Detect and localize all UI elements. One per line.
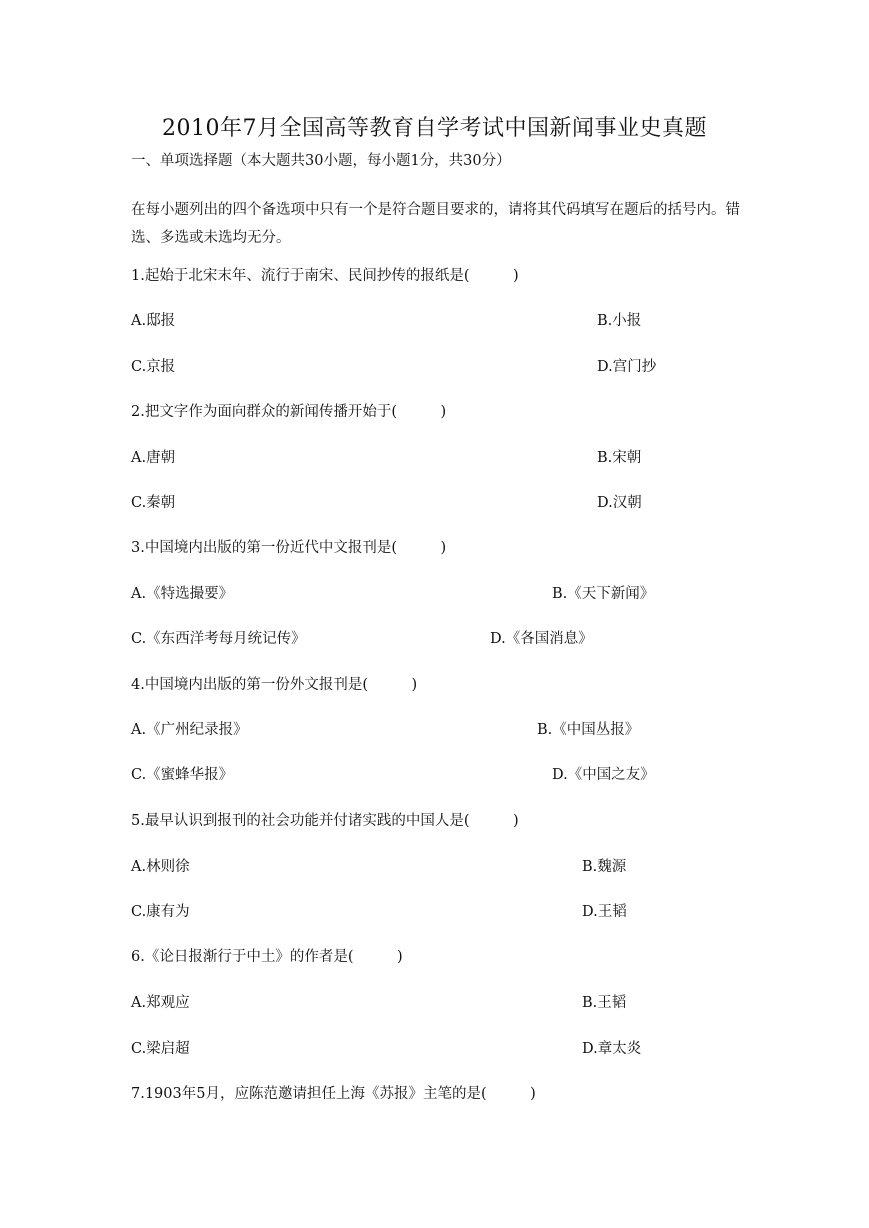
instructions-text: 在每小题列出的四个备选项中只有一个是符合题目要求的，请将其代码填写在题后的括号内。错选、多选或未选均无分。 (131, 202, 740, 246)
option-b: B.王韬 (582, 995, 627, 1011)
option-a: A.《特选撮要》 (131, 586, 234, 602)
question-stem: 2.把文字作为面向群众的新闻传播开始于( ) (131, 404, 447, 420)
question-stem: 3.中国境内出版的第一份近代中文报刊是( ) (131, 540, 447, 556)
option-b: B.《中国丛报》 (537, 722, 640, 738)
option-d: D.汉朝 (597, 495, 642, 511)
section-heading: 一、单项选择题（本大题共30小题，每小题1分，共30分） (131, 153, 511, 169)
option-a: A.邸报 (131, 313, 176, 329)
option-d: D.王韬 (582, 904, 627, 920)
option-a: A.林则徐 (131, 859, 190, 875)
option-c: C.《东西洋考每月统记传》 (131, 631, 306, 647)
question-stem: 1.起始于北宋末年、流行于南宋、民间抄传的报纸是( ) (131, 268, 519, 284)
option-c: C.秦朝 (131, 495, 176, 511)
question-stem: 4.中国境内出版的第一份外文报刊是( ) (131, 677, 418, 693)
option-a: A.唐朝 (131, 450, 176, 466)
option-d: D.《各国消息》 (490, 631, 593, 647)
option-b: B.魏源 (582, 859, 627, 875)
question-stem: 7.1903年5月，应陈范邀请担任上海《苏报》主笔的是( ) (131, 1086, 536, 1102)
option-d: D.章太炎 (582, 1041, 642, 1057)
option-c: C.《蜜蜂华报》 (131, 767, 234, 783)
question-stem: 5.最早认识到报刊的社会功能并付诸实践的中国人是( ) (131, 813, 519, 829)
option-c: C.梁启超 (131, 1041, 190, 1057)
page-title: 2010年7月全国高等教育自学考试中国新闻事业史真题 (162, 116, 707, 141)
option-b: B.宋朝 (597, 450, 642, 466)
option-d: D.《中国之友》 (552, 767, 655, 783)
option-b: B.《天下新闻》 (552, 586, 655, 602)
option-c: C.康有为 (131, 904, 190, 920)
option-b: B.小报 (597, 313, 642, 329)
question-stem: 6.《论日报渐行于中土》的作者是( ) (131, 949, 403, 965)
option-a: A.《广州纪录报》 (131, 722, 248, 738)
option-a: A.郑观应 (131, 995, 190, 1011)
option-d: D.宫门抄 (597, 359, 657, 375)
option-c: C.京报 (131, 359, 176, 375)
